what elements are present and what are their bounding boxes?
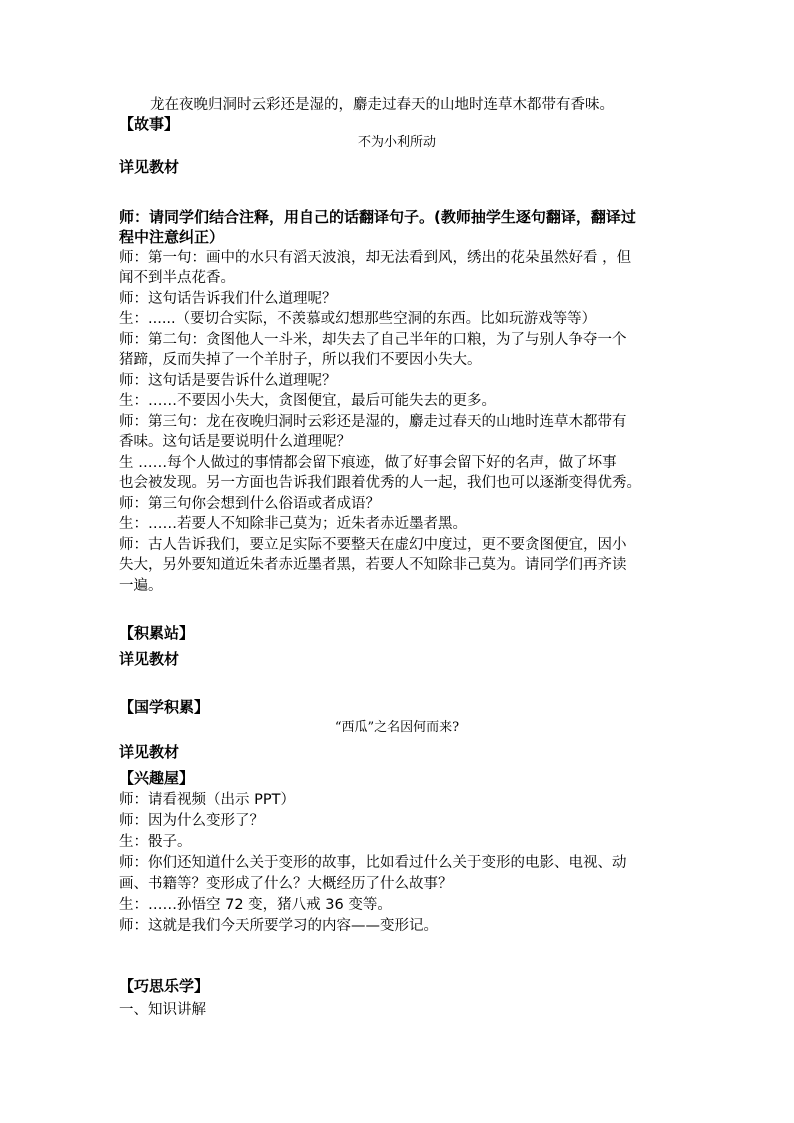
dialogue-line: 画、书籍等？变形成了什么？大概经历了什么故事？ xyxy=(119,876,453,892)
instruction-line-1: 师：请同学们结合注释，用自己的话翻译句子。(教师抽学生逐句翻译，翻译过 xyxy=(119,208,636,226)
dialogue-line: 一遍。 xyxy=(119,578,163,594)
dialogue-line: 师：请看视频（出示 PPT） xyxy=(119,792,295,808)
dialogue-line: 生：……孙悟空 72 变，猪八戒 36 变等。 xyxy=(119,897,392,913)
dialogue-line: 闻不到半点花香。 xyxy=(119,270,235,286)
dialogue-line: 生：……若要人不知除非己莫为；近朱者赤近墨者黑。 xyxy=(119,516,467,532)
dialogue-line: 生：......（要切合实际，不羡慕或幻想那些空洞的东西。比如玩游戏等等） xyxy=(119,311,597,327)
dialogue-line: 香味。这句话是要说明什么道理呢？ xyxy=(119,434,351,450)
dialogue-line: 师：因为什么变形了？ xyxy=(119,813,264,829)
guoxue-heading: 【国学积累】 xyxy=(119,698,210,716)
qiaosi-heading: 【巧思乐学】 xyxy=(119,977,210,995)
dialogue-line: 也会被发现。另一方面也告诉我们跟着优秀的人一起，我们也可以逐渐变得优秀。 xyxy=(119,475,641,491)
dialogue-line: 师：这句话是要告诉什么道理呢？ xyxy=(119,373,337,389)
dialogue-line: 生：骰子。 xyxy=(119,834,192,850)
dialogue-line: 师：第二句：贪图他人一斗米，却失去了自己半年的口粮，为了与别人争夺一个 xyxy=(119,332,627,348)
dialogue-line: 师：这句话告诉我们什么道理呢？ xyxy=(119,291,337,307)
see-textbook-1: 详见教材 xyxy=(119,158,180,176)
dialogue-line: 生：……不要因小失大，贪图便宜，最后可能失去的更多。 xyxy=(119,393,496,409)
dialogue-line: 师：第三句：龙在夜晚归洞时云彩还是湿的，麝走过春天的山地时连草木都带有 xyxy=(119,414,627,430)
dialogue-line: 师：古人告诉我们，要立足实际不要整天在虚幻中度过，更不要贪图便宜，因小 xyxy=(119,537,627,553)
dialogue-line: 师：第三句你会想到什么俗语或者成语？ xyxy=(119,496,380,512)
dialogue-line: 生 ……每个人做过的事情都会留下痕迹，做了好事会留下好的名声，做了坏事 xyxy=(119,455,617,471)
accumulate-heading: 【积累站】 xyxy=(119,624,195,642)
instruction-line-2: 程中注意纠正） xyxy=(119,228,225,246)
see-textbook-3: 详见教材 xyxy=(119,743,180,761)
top-line: 龙在夜晚归洞时云彩还是湿的，麝走过春天的山地时连草木都带有香味。 xyxy=(150,97,614,113)
story-title: 不为小利所动 xyxy=(357,135,436,150)
knowledge-heading: 一、知识讲解 xyxy=(119,1002,206,1018)
dialogue-line: 师：这就是我们今天所要学习的内容——变形记。 xyxy=(119,918,438,934)
guoxue-title: “西瓜”之名因何而来? xyxy=(334,720,460,735)
dialogue-line: 师：第一句：画中的水只有滔天波浪，却无法看到风，绣出的花朵虽然好看 ，但 xyxy=(119,250,632,266)
dialogue-line: 猪蹄，反而失掉了一个羊肘子，所以我们不要因小失大。 xyxy=(119,352,482,368)
interest-heading: 【兴趣屋】 xyxy=(119,769,195,787)
dialogue-line: 失大，另外要知道近朱者赤近墨者黑，若要人不知除非己莫为。请同学们再齐读 xyxy=(119,557,627,573)
dialogue-line: 师：你们还知道什么关于变形的故事，比如看过什么关于变形的电影、电视、动 xyxy=(119,855,627,871)
see-textbook-2: 详见教材 xyxy=(119,650,180,668)
story-heading: 【故事】 xyxy=(119,115,180,133)
